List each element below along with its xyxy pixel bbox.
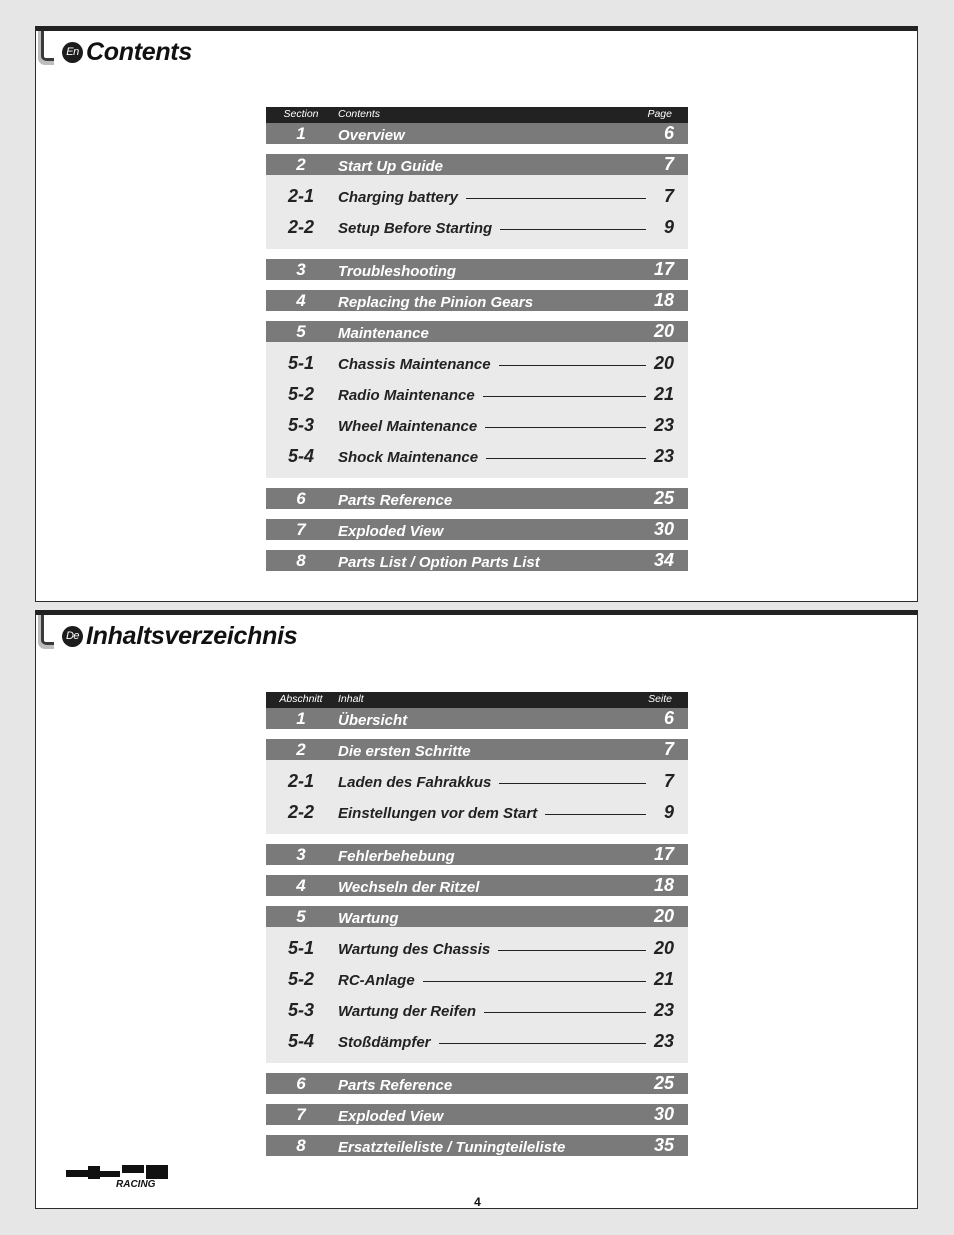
page-number-ref: 30 (653, 519, 674, 539)
section-number: 8 (296, 1136, 306, 1155)
section-title: Exploded View (338, 1108, 444, 1125)
page-number: 4 (474, 1195, 481, 1209)
section-title: Exploded View (338, 523, 444, 540)
section-number: 3 (296, 260, 306, 279)
toc-subsection-row[interactable] (266, 441, 688, 472)
column-header-contents: Contents (338, 108, 381, 120)
subsection-group (266, 175, 688, 249)
toc-section-row[interactable] (266, 1135, 688, 1156)
page-number-ref: 25 (653, 1073, 674, 1093)
toc-section-row[interactable] (266, 1073, 688, 1094)
column-header-page: Seite (648, 693, 672, 705)
toc-subsection-row[interactable] (266, 181, 688, 212)
subsection-title: Chassis Maintenance (338, 356, 497, 373)
toc-section-row[interactable] (266, 1104, 688, 1125)
subsection-number: 5-3 (287, 415, 314, 435)
page-number-ref: 21 (653, 384, 674, 404)
section-number: 6 (296, 489, 306, 508)
page-number-ref: 6 (663, 708, 674, 728)
column-header-contents: Inhalt (338, 693, 364, 705)
page-number-ref: 25 (653, 488, 674, 508)
dot-leader-line (499, 783, 646, 784)
subsection-number: 2-2 (287, 217, 314, 237)
toc-table (266, 692, 688, 1156)
section-number: 5 (296, 907, 306, 926)
toc-subsection-row[interactable] (266, 964, 688, 995)
section-title: Parts Reference (338, 492, 453, 509)
subsection-title: Stoßdämpfer (338, 1034, 437, 1051)
subsection-group (266, 760, 688, 834)
subsection-number: 5-4 (287, 446, 314, 466)
page-number-ref: 21 (653, 969, 674, 989)
toc-section-row[interactable] (266, 708, 688, 729)
subsection-number: 2-1 (287, 771, 314, 791)
toc-section-row[interactable] (266, 739, 688, 760)
toc-subsection-row[interactable] (266, 379, 688, 410)
page-number-ref: 23 (653, 415, 674, 435)
page-number-ref: 7 (663, 771, 674, 791)
contents-panel-en (35, 26, 918, 602)
contents-panel-de (35, 610, 918, 1209)
page-number-ref: 20 (653, 938, 674, 958)
column-header-section: Abschnitt (279, 693, 323, 705)
section-title: Parts List / Option Parts List (338, 554, 540, 571)
subsection-number: 5-3 (287, 1000, 314, 1020)
toc-header-row (266, 107, 688, 123)
language-badge-icon: De (62, 626, 83, 647)
section-heading (62, 36, 192, 68)
section-number: 4 (296, 291, 306, 310)
page-number-ref: 34 (653, 550, 674, 570)
dot-leader-line (499, 365, 646, 366)
subsection-group (266, 342, 688, 478)
section-number: 8 (296, 551, 306, 570)
page-title: Contents (86, 37, 192, 66)
toc-table (266, 107, 688, 571)
corner-hook-decoration (38, 31, 54, 65)
section-title: Wechseln der Ritzel (338, 879, 480, 896)
subsection-title: Laden des Fahrakkus (338, 774, 497, 791)
section-number: 2 (296, 155, 306, 174)
subsection-group (266, 927, 688, 1063)
page-number-ref: 7 (663, 154, 674, 174)
subsection-number: 5-1 (287, 938, 314, 958)
subsection-number: 2-2 (287, 802, 314, 822)
toc-section-row[interactable] (266, 123, 688, 144)
page-number-ref: 23 (653, 446, 674, 466)
subsection-number: 5-2 (287, 969, 314, 989)
subsection-title: Wartung der Reifen (338, 1003, 482, 1020)
page-number-ref: 20 (653, 321, 674, 341)
toc-section-row[interactable] (266, 488, 688, 509)
section-number: 7 (296, 520, 306, 539)
dot-leader-line (466, 198, 646, 199)
section-title: Overview (338, 127, 405, 144)
toc-section-row[interactable] (266, 259, 688, 280)
page-number-ref: 6 (663, 123, 674, 143)
subsection-number: 5-1 (287, 353, 314, 373)
dot-leader-line (439, 1043, 646, 1044)
section-number: 1 (296, 709, 306, 728)
section-heading (62, 620, 297, 652)
toc-section-row[interactable] (266, 550, 688, 571)
page-number-ref: 17 (653, 259, 674, 279)
section-number: 2 (296, 740, 306, 759)
page-number-ref: 17 (653, 844, 674, 864)
section-title: Wartung (338, 910, 399, 927)
section-number: 1 (296, 124, 306, 143)
toc-section-row[interactable] (266, 519, 688, 540)
corner-hook-decoration (38, 615, 54, 649)
subsection-title: Shock Maintenance (338, 449, 484, 466)
svg-text:RACING: RACING (116, 1179, 156, 1189)
page-title: Inhaltsverzeichnis (86, 621, 298, 650)
page-number-ref: 23 (653, 1031, 674, 1051)
dot-leader-line (423, 981, 646, 982)
page-number-ref: 18 (653, 875, 674, 895)
section-title: Übersicht (338, 712, 408, 729)
subsection-title: Charging battery (338, 189, 464, 206)
subsection-title: Radio Maintenance (338, 387, 481, 404)
section-title: Start Up Guide (338, 158, 444, 175)
page-number-ref: 23 (653, 1000, 674, 1020)
dot-leader-line (484, 1012, 646, 1013)
toc-subsection-row[interactable] (266, 410, 688, 441)
toc-subsection-row[interactable] (266, 1026, 688, 1057)
language-badge-icon: En (62, 42, 83, 63)
hpi-logo-icon (66, 1165, 168, 1189)
section-number: 4 (296, 876, 306, 895)
subsection-title: Wartung des Chassis (338, 941, 496, 958)
dot-leader-line (486, 458, 646, 459)
toc-section-row[interactable] (266, 321, 688, 342)
hpi-racing-logo (66, 1165, 168, 1194)
subsection-title: Setup Before Starting (338, 220, 498, 237)
page-number-ref: 20 (653, 906, 674, 926)
page-number-ref: 30 (653, 1104, 674, 1124)
toc-section-row[interactable] (266, 906, 688, 927)
page-number-ref: 7 (663, 186, 674, 206)
toc-subsection-row[interactable] (266, 348, 688, 379)
page-number-ref: 9 (663, 802, 674, 822)
column-header-page: Page (647, 108, 672, 120)
section-number: 3 (296, 845, 306, 864)
section-title: Troubleshooting (338, 263, 457, 280)
dot-leader-line (500, 229, 646, 230)
page-number-ref: 7 (663, 739, 674, 759)
section-number: 5 (296, 322, 306, 341)
section-title: Ersatzteileliste / Tuningteileliste (338, 1139, 566, 1156)
subsection-title: Wheel Maintenance (338, 418, 483, 435)
page-number-ref: 18 (653, 290, 674, 310)
subsection-title: Einstellungen vor dem Start (338, 805, 543, 822)
page-number-ref: 9 (663, 217, 674, 237)
section-number: 7 (296, 1105, 306, 1124)
section-title: Replacing the Pinion Gears (338, 294, 534, 311)
dot-leader-line (483, 396, 646, 397)
toc-subsection-row[interactable] (266, 212, 688, 243)
page-number-ref: 35 (653, 1135, 674, 1155)
toc-subsection-row[interactable] (266, 766, 688, 797)
page-number-ref: 20 (653, 353, 674, 373)
toc-subsection-row[interactable] (266, 995, 688, 1026)
toc-section-row[interactable] (266, 844, 688, 865)
section-title: Parts Reference (338, 1077, 453, 1094)
toc-header-row (266, 692, 688, 708)
toc-section-row[interactable] (266, 875, 688, 896)
column-header-section: Section (283, 108, 319, 120)
dot-leader-line (545, 814, 646, 815)
dot-leader-line (498, 950, 646, 951)
section-title: Die ersten Schritte (338, 743, 471, 760)
section-title: Maintenance (338, 325, 429, 342)
toc-section-row[interactable] (266, 290, 688, 311)
dot-leader-line (485, 427, 646, 428)
toc-section-row[interactable] (266, 154, 688, 175)
subsection-number: 5-4 (287, 1031, 314, 1051)
toc-subsection-row[interactable] (266, 933, 688, 964)
subsection-title: RC-Anlage (338, 972, 421, 989)
section-number: 6 (296, 1074, 306, 1093)
section-title: Fehlerbehebung (338, 848, 455, 865)
subsection-number: 5-2 (287, 384, 314, 404)
subsection-number: 2-1 (287, 186, 314, 206)
toc-subsection-row[interactable] (266, 797, 688, 828)
